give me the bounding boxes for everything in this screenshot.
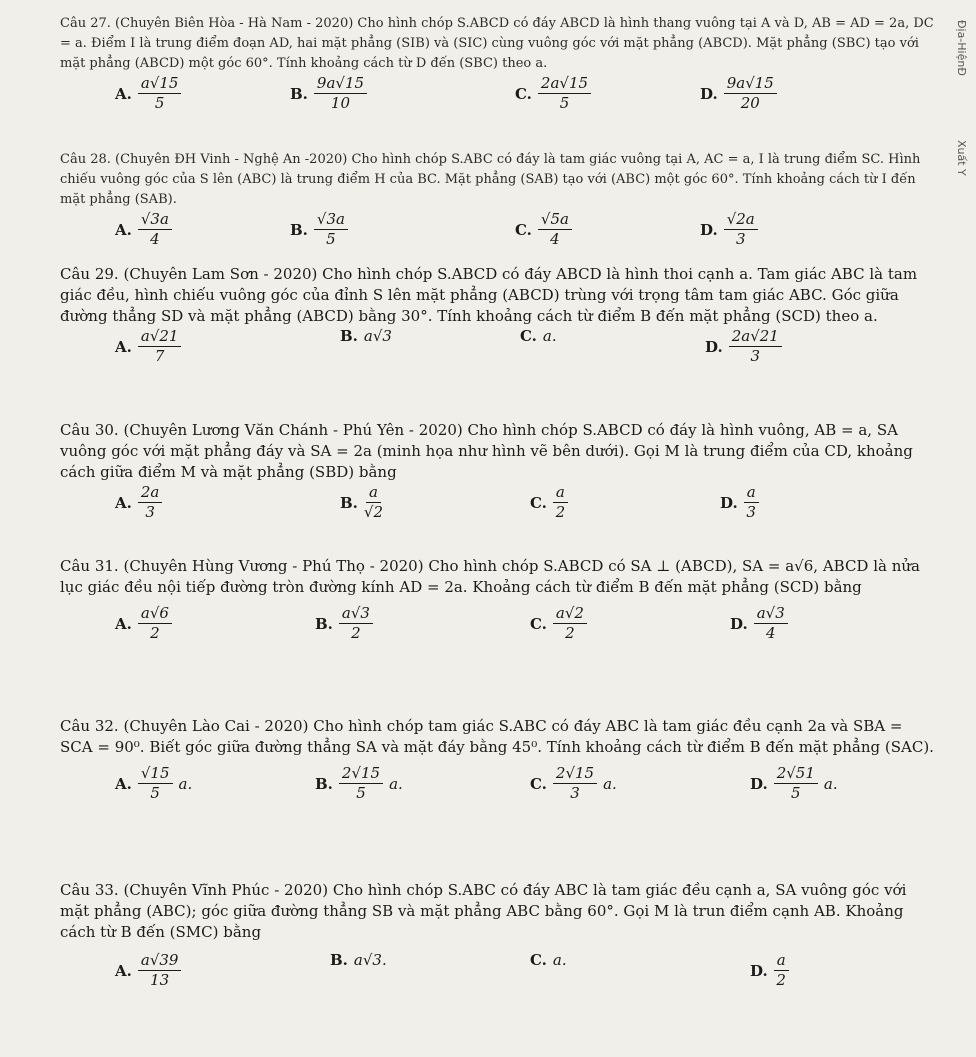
option-c: C. $\frac{a}{2}$ — [530, 483, 568, 522]
question-stem: Câu 33. (Chuyên Vĩnh Phúc - 2020) Cho hình chóp S.ABC có đáy ABC là tam giác đều cạnh a, SA vuông góc với mặt phẳng (ABC); góc giữa đường thẳng SB và mặt phẳng ABC bằng 60°. Gọi M là trun điểm cạnh AB. Khoảng cách từ B đến (SMC) bằng — [60, 881, 907, 941]
answer-options — [60, 764, 936, 808]
question-stem: Câu 31. (Chuyên Hùng Vương - Phú Thọ - 2020) Cho hình chóp S.ABCD có SA ⊥ (ABCD), SA = a√6, ABCD là nửa lục giác đều nội tiếp đường tròn đường kính AD = 2a. Khoảng cách từ điểm B đến mặt phẳng (SCD) bằng — [60, 557, 921, 596]
option-a: A. $\frac{√3a}{4}$ — [115, 210, 172, 249]
answer-options — [60, 210, 936, 254]
question-33 — [60, 880, 936, 995]
option-d: D. $\frac{2√51}{5}$ a. — [750, 764, 838, 802]
option-d: D. $\frac{a√3}{4}$ — [730, 604, 788, 643]
question-stem: Câu 27. (Chuyên Biên Hòa - Hà Nam - 2020) Cho hình chóp S.ABCD có đáy ABCD là hình thang vuông tại A và D, AB = AD = 2a, DC = a. Điểm I là trung điểm đoạn AD, hai mặt phẳng (SIB) và (SIC) cùng vuông góc với mặt phẳng (ABCD). Mặt phẳng (SBC) tạo với mặt phẳng (ABCD) một góc 60°. Tính khoảng cách từ D đến (SBC) theo a. — [60, 16, 934, 71]
option-b: B. a√3 — [340, 327, 392, 345]
question-27 — [60, 14, 936, 118]
margin-watermark: Xuất Y — [955, 140, 968, 176]
option-a: A. $\frac{√15}{5}$ a. — [115, 764, 193, 802]
question-30 — [60, 420, 936, 527]
option-b: B. a√3. — [330, 951, 387, 969]
option-d: D. $\frac{2a√21}{3}$ — [705, 327, 782, 366]
answer-options — [60, 74, 936, 118]
question-29 — [60, 264, 936, 371]
option-a: A. $\frac{a√6}{2}$ — [115, 604, 172, 643]
option-d: D. $\frac{a}{3}$ — [720, 483, 759, 522]
question-stem: Câu 32. (Chuyên Lào Cai - 2020) Cho hình chóp tam giác S.ABC có đáy ABC là tam giác đều cạnh 2a và SBA = SCA = 90⁰. Biết góc giữa đường thẳng SA và mặt đáy bằng 45⁰. Tính khoảng cách từ điểm B đến mặt phẳng (SAC). — [60, 717, 934, 756]
option-a: A. $\frac{2a}{3}$ — [115, 483, 162, 522]
question-28 — [60, 150, 936, 254]
option-a: A. $\frac{a√15}{5}$ — [115, 74, 181, 113]
question-stem: Câu 28. (Chuyên ĐH Vinh - Nghệ An -2020) Cho hình chóp S.ABC có đáy là tam giác vuông tại A, AC = a, I là trung điểm SC. Hình chiếu vuông góc của S lên (ABC) là trung điểm H của BC. Mặt phẳng (SAB) tạo với (ABC) một góc 60°. Tính khoảng cách từ I đến mặt phẳng (SAB). — [60, 152, 921, 207]
option-a: A. $\frac{a√21}{7}$ — [115, 327, 181, 366]
option-b: B. $\frac{a√3}{2}$ — [315, 604, 373, 643]
answer-options — [60, 604, 936, 648]
margin-watermark: Địa-HiệnĐ — [955, 20, 968, 76]
option-d: D. $\frac{9a√15}{20}$ — [700, 74, 777, 113]
question-31 — [60, 556, 936, 648]
answer-options — [60, 951, 936, 995]
option-d: D. $\frac{a}{2}$ — [750, 951, 789, 990]
question-32 — [60, 716, 936, 808]
option-c: C. $\frac{2a√15}{5}$ — [515, 74, 591, 113]
option-c: C. $\frac{2√15}{3}$ a. — [530, 764, 617, 802]
option-b: B. $\frac{a}{√2}$ — [340, 483, 384, 521]
answer-options — [60, 483, 936, 527]
option-a: A. $\frac{a√39}{13}$ — [115, 951, 181, 990]
option-b: B. $\frac{9a√15}{10}$ — [290, 74, 367, 113]
option-b: B. $\frac{√3a}{5}$ — [290, 210, 348, 249]
answer-options — [60, 327, 936, 371]
option-c: C. $\frac{√5a}{4}$ — [515, 210, 572, 249]
option-c: C. a. — [520, 327, 557, 345]
option-b: B. $\frac{2√15}{5}$ a. — [315, 764, 403, 802]
option-c: C. a. — [530, 951, 567, 969]
question-stem: Câu 30. (Chuyên Lương Văn Chánh - Phú Yên - 2020) Cho hình chóp S.ABCD có đáy là hình vuông, AB = a, SA vuông góc với mặt phẳng đáy và SA = 2a (minh họa như hình vẽ bên dưới). Gọi M là trung điểm của CD, khoảng cách giữa điểm M và mặt phẳng (SBD) bằng — [60, 421, 913, 481]
option-d: D. $\frac{√2a}{3}$ — [700, 210, 758, 249]
option-c: C. $\frac{a√2}{2}$ — [530, 604, 587, 643]
question-stem: Câu 29. (Chuyên Lam Sơn - 2020) Cho hình chóp S.ABCD có đáy ABCD là hình thoi cạnh a. Tam giác ABC là tam giác đều, hình chiếu vuông góc của đỉnh S lên mặt phẳng (ABCD) trùng với trọng tâm tam giác ABC. Góc giữa đường thẳng SD và mặt phẳng (ABCD) bằng 30°. Tính khoảng cách từ điểm B đến mặt phẳng (SCD) theo a. — [60, 265, 918, 325]
